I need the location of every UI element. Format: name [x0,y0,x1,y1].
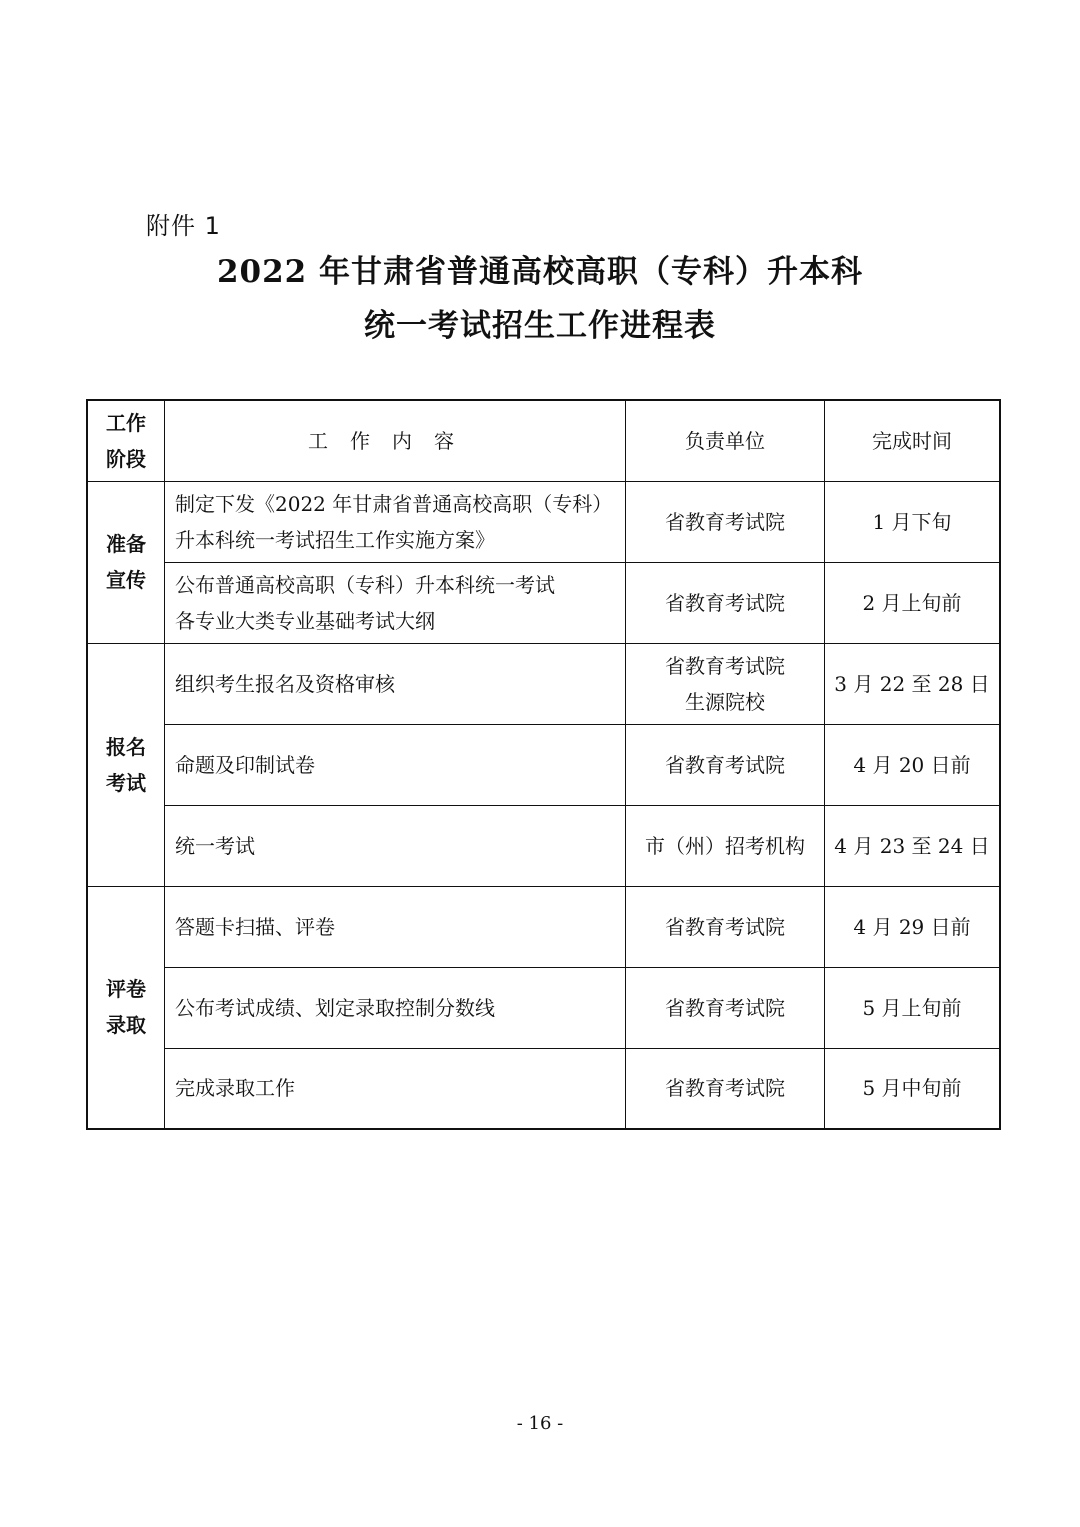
unit-cell [626,805,825,886]
unit-line-1: 省教育考试院 [665,509,785,534]
stage-cell-preparation [87,481,165,643]
unit-cell [626,481,825,562]
task-line-1: 组织考生报名及资格审核 [175,671,395,696]
table-row [87,1048,1000,1129]
task-line-1: 完成录取工作 [175,1076,295,1101]
stage-line-2: 宣传 [106,568,146,592]
unit-line-1: 省教育考试院 [665,995,785,1020]
time-cell: 1 月下旬 [825,481,1001,562]
header-stage-line-1: 工作 [106,410,146,435]
unit-cell [626,643,825,724]
table-row [87,562,1000,643]
table-row [87,481,1000,562]
time-cell: 4 月 20 日前 [825,724,1001,805]
task-line-1: 统一考试 [175,833,255,858]
header-stage-line-2: 阶段 [106,446,146,471]
unit-line-1: 省教育考试院 [665,1076,785,1101]
table-row [87,967,1000,1048]
unit-cell [626,562,825,643]
task-cell [165,1048,626,1129]
header-unit: 负责单位 [626,400,825,481]
task-line-1: 公布考试成绩、划定录取控制分数线 [175,995,495,1020]
task-cell [165,562,626,643]
stage-line-1: 准备 [106,532,146,556]
task-cell [165,886,626,967]
stage-cell-registration [87,643,165,886]
time-cell: 5 月中旬前 [825,1048,1001,1129]
unit-line-1: 省教育考试院 [665,590,785,615]
table-row [87,724,1000,805]
unit-line-1: 市（州）招考机构 [645,833,805,858]
header-task: 工作内容 [165,400,626,481]
stage-line-2: 考试 [106,770,146,795]
table-row [87,643,1000,724]
task-line-2: 各专业大类专业基础考试大纲 [175,608,435,633]
unit-cell [626,724,825,805]
stage-cell-grading [87,886,165,1129]
time-cell: 5 月上旬前 [825,967,1001,1048]
schedule-table [86,399,1001,1130]
unit-line-2: 生源院校 [685,689,765,714]
task-line-1: 命题及印制试卷 [175,752,315,777]
stage-line-2: 录取 [106,1013,146,1038]
task-cell [165,805,626,886]
attachment-label: 附件 1 [146,212,221,240]
time-cell: 4 月 29 日前 [825,886,1001,967]
unit-cell [626,1048,825,1129]
unit-cell [626,886,825,967]
page-number: - 16 - [516,1413,564,1434]
document-title-line-1: 2022 年甘肃省普通高校高职（专科）升本科 [216,254,864,290]
unit-line-1: 省教育考试院 [665,653,785,678]
unit-line-1: 省教育考试院 [665,914,785,939]
task-cell [165,724,626,805]
task-line-1: 制定下发《2022 年甘肃省普通高校高职（专科） [175,491,613,516]
table-row [87,805,1000,886]
unit-line-1: 省教育考试院 [665,752,785,777]
table-header-row [87,400,1000,481]
document-title-line-2: 统一考试招生工作进程表 [364,308,716,344]
task-cell [165,643,626,724]
task-cell [165,967,626,1048]
header-time: 完成时间 [825,400,1001,481]
time-cell: 4 月 23 至 24 日 [825,805,1001,886]
task-line-1: 公布普通高校高职（专科）升本科统一考试 [175,572,555,597]
task-cell [165,481,626,562]
task-line-1: 答题卡扫描、评卷 [175,914,335,939]
time-cell: 3 月 22 至 28 日 [825,643,1001,724]
time-cell: 2 月上旬前 [825,562,1001,643]
stage-line-1: 评卷 [106,977,146,1002]
table-row [87,886,1000,967]
unit-cell [626,967,825,1048]
stage-line-1: 报名 [106,734,146,759]
task-line-2: 升本科统一考试招生工作实施方案》 [175,527,495,552]
header-stage [87,400,165,481]
